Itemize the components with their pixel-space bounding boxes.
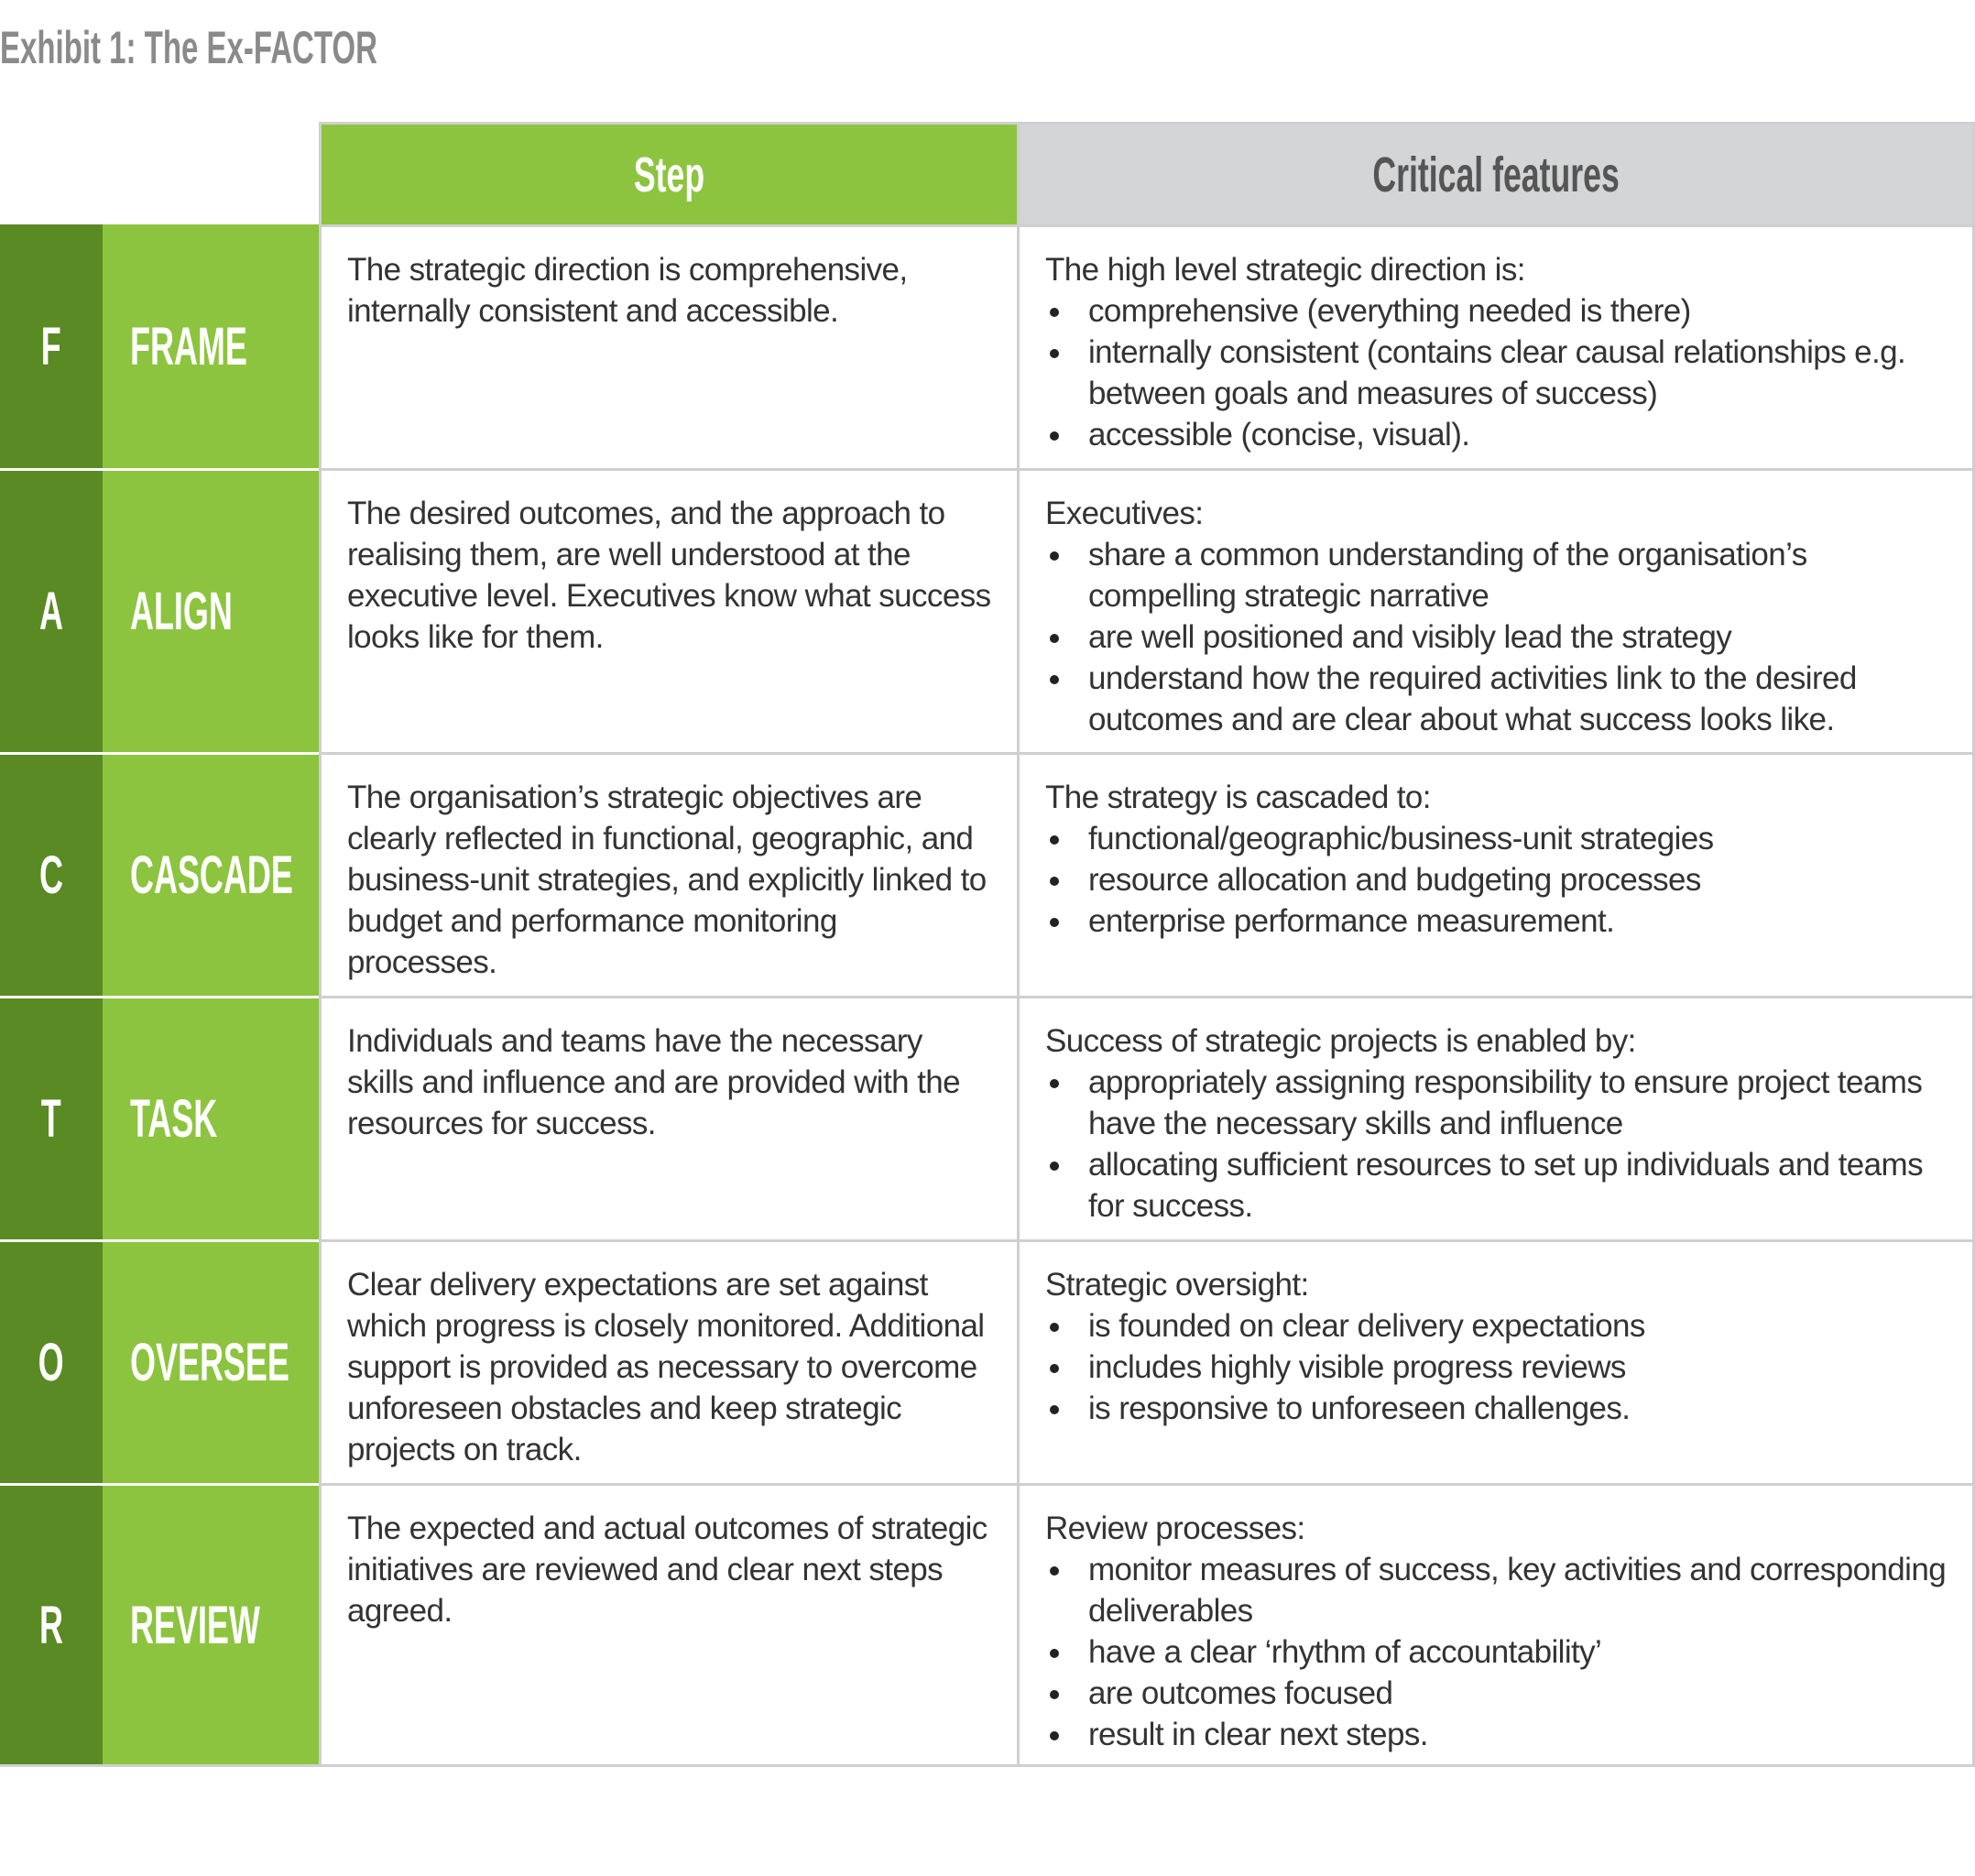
critical-features-list — [1045, 534, 1948, 740]
list-item: share a common understanding of the organisation’s compelling strategic narrative — [1045, 534, 1948, 616]
row-letter-text: F — [41, 316, 61, 376]
critical-features-intro: The high level strategic direction is: — [1045, 252, 1525, 288]
critical-features-list — [1045, 290, 1948, 455]
column-header-step-label: Step — [633, 147, 705, 202]
step-cell-cascade — [319, 752, 1017, 996]
row-letter-text: O — [38, 1333, 64, 1392]
step-description: The expected and actual outcomes of strategic initiatives are reviewed and clear next steps agreed. — [347, 1511, 988, 1629]
row-letter-text: C — [39, 845, 63, 905]
critical-features-intro: The strategy is cascaded to: — [1045, 780, 1431, 815]
list-item: resource allocation and budgeting processes — [1045, 859, 1948, 900]
column-header-step — [319, 122, 1017, 224]
critical-features-cell-frame — [1017, 224, 1975, 468]
list-item: is founded on clear delivery expectations — [1045, 1305, 1948, 1347]
list-item: are well positioned and visibly lead the strategy — [1045, 616, 1948, 658]
row-name-text: OVERSEE — [130, 1333, 289, 1392]
critical-features-intro: Executives: — [1045, 496, 1204, 531]
critical-features-cell-task — [1017, 996, 1975, 1239]
list-item: monitor measures of success, key activities and corresponding deliverables — [1045, 1549, 1948, 1631]
critical-features-list — [1045, 1305, 1948, 1429]
list-item: appropriately assigning responsibility to ensure project teams have the necessary skills and influence — [1045, 1062, 1948, 1144]
row-letter-align — [0, 468, 103, 752]
critical-features-intro: Strategic oversight: — [1045, 1267, 1309, 1303]
table-corner — [0, 122, 319, 224]
step-cell-task — [319, 996, 1017, 1239]
row-name-text: REVIEW — [130, 1595, 260, 1655]
list-item: are outcomes focused — [1045, 1673, 1948, 1714]
step-description: The strategic direction is comprehensive, internally consistent and accessible. — [347, 252, 908, 329]
list-item: enterprise performance measurement. — [1045, 900, 1948, 942]
step-description: Individuals and teams have the necessary skills and influence and are provided with the resources for success. — [347, 1023, 960, 1141]
list-item: accessible (concise, visual). — [1045, 414, 1948, 455]
critical-features-cell-cascade — [1017, 752, 1975, 996]
row-name-review — [103, 1483, 319, 1767]
step-description: The organisation’s strategic objectives are clearly reflected in functional, geographic, and business-unit strategies, and explicitly linked to budget and performance monitoring processes. — [347, 780, 987, 980]
step-cell-oversee — [319, 1239, 1017, 1483]
critical-features-intro: Review processes: — [1045, 1511, 1305, 1546]
step-cell-frame — [319, 224, 1017, 468]
list-item: understand how the required activities link to the desired outcomes and are clear about what success looks like. — [1045, 658, 1948, 740]
row-name-text: FRAME — [130, 316, 247, 376]
row-name-text: TASK — [130, 1089, 218, 1149]
step-cell-review — [319, 1483, 1017, 1767]
row-name-task — [103, 996, 319, 1239]
critical-features-list — [1045, 818, 1948, 942]
column-header-critical-features — [1017, 122, 1975, 224]
list-item: is responsive to unforeseen challenges. — [1045, 1388, 1948, 1429]
list-item: comprehensive (everything needed is there) — [1045, 290, 1948, 332]
critical-features-list — [1045, 1549, 1948, 1755]
row-letter-frame — [0, 224, 103, 468]
row-letter-task — [0, 996, 103, 1239]
row-name-frame — [103, 224, 319, 468]
list-item: internally consistent (contains clear causal relationships e.g. between goals and measures of success) — [1045, 332, 1948, 414]
row-name-text: ALIGN — [130, 582, 233, 641]
critical-features-list — [1045, 1062, 1948, 1227]
row-name-text: CASCADE — [130, 845, 293, 905]
row-letter-review — [0, 1483, 103, 1767]
column-header-critical-features-label: Critical features — [1372, 147, 1620, 202]
list-item: includes highly visible progress reviews — [1045, 1347, 1948, 1388]
exhibit-title: Exhibit 1: The Ex-FACTOR — [0, 22, 377, 73]
row-letter-oversee — [0, 1239, 103, 1483]
row-letter-text: A — [39, 582, 63, 641]
list-item: result in clear next steps. — [1045, 1714, 1948, 1755]
exfactor-table — [0, 122, 1975, 1767]
critical-features-cell-oversee — [1017, 1239, 1975, 1483]
step-description: The desired outcomes, and the approach to realising them, are well understood at the executive level. Executives know what success looks like for them. — [347, 496, 991, 655]
list-item: have a clear ‘rhythm of accountability’ — [1045, 1631, 1948, 1673]
row-letter-text: R — [39, 1595, 63, 1655]
critical-features-intro: Success of strategic projects is enabled by: — [1045, 1023, 1636, 1059]
row-name-cascade — [103, 752, 319, 996]
step-description: Clear delivery expectations are set against which progress is closely monitored. Additional support is provided as necessary to overcome unforeseen obstacles and keep strategic projects on track. — [347, 1267, 985, 1467]
critical-features-cell-align — [1017, 468, 1975, 752]
row-name-oversee — [103, 1239, 319, 1483]
list-item: functional/geographic/business-unit strategies — [1045, 818, 1948, 859]
list-item: allocating sufficient resources to set up individuals and teams for success. — [1045, 1144, 1948, 1227]
row-letter-text: T — [41, 1089, 61, 1149]
step-cell-align — [319, 468, 1017, 752]
row-name-align — [103, 468, 319, 752]
row-letter-cascade — [0, 752, 103, 996]
critical-features-cell-review — [1017, 1483, 1975, 1767]
